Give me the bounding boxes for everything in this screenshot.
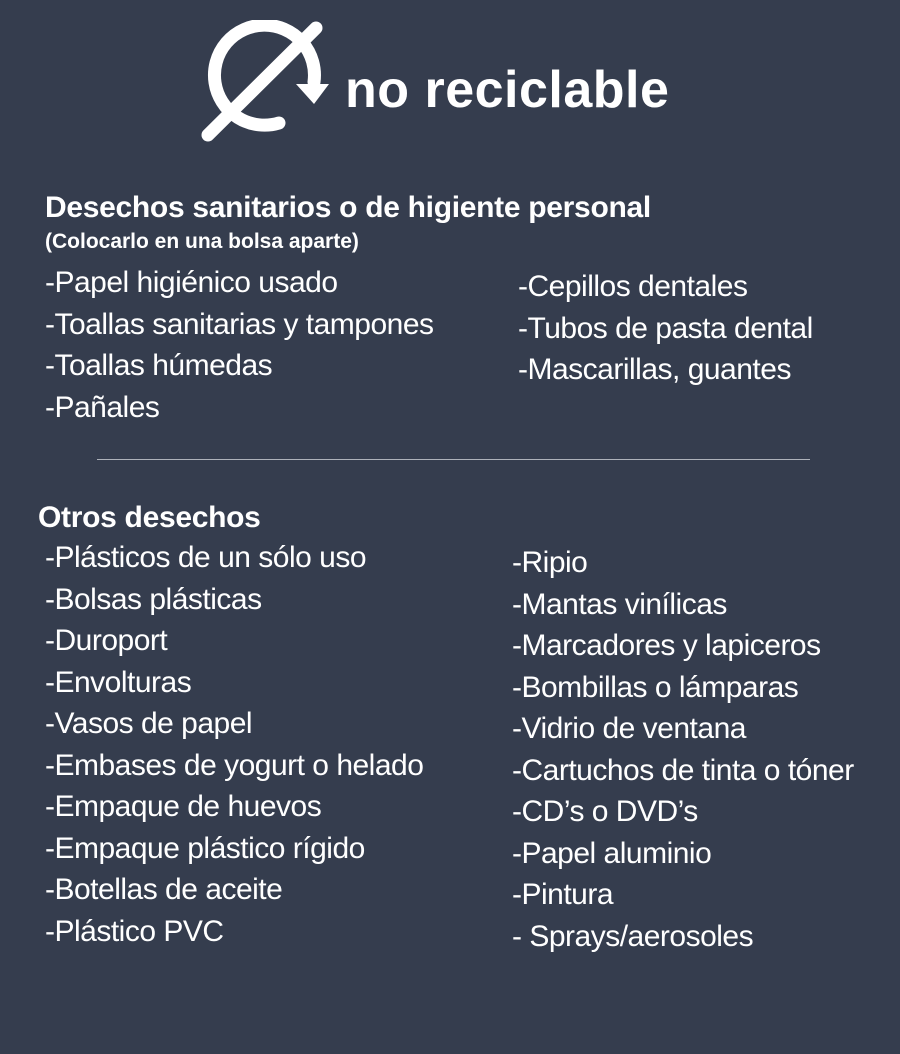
list-item: -Mantas vinílicas	[512, 587, 727, 621]
section-title-others: Otros desechos	[38, 501, 261, 534]
list-item: -Pintura	[512, 878, 614, 911]
list-item: -Empaque plástico rígido	[45, 831, 365, 865]
list-item: -Papel higiénico usado	[45, 266, 338, 299]
list-item: -CD’s o DVD’s	[512, 795, 698, 828]
list-item: -Tubos de pasta dental	[518, 311, 813, 345]
section-title-sanitary: Desechos sanitarios o de higiente personal	[45, 191, 651, 224]
list-item: -Bombillas o lámparas	[512, 670, 799, 704]
list-item: -Pañales	[45, 390, 160, 424]
section-divider	[97, 459, 810, 460]
list-item: -Plástico PVC	[45, 914, 224, 948]
list-item: -Vasos de papel	[45, 707, 253, 740]
list-item: -Marcadores y lapiceros	[512, 629, 821, 662]
sanitary-list-left	[45, 262, 434, 428]
list-item: -Plásticos de un sólo uso	[45, 541, 367, 574]
section-note-sanitary: (Colocarlo en una bolsa aparte)	[45, 230, 359, 253]
list-item: -Embases de yogurt o helado	[45, 748, 424, 782]
list-item: -Vidrio de ventana	[512, 712, 746, 745]
others-list-left	[45, 537, 423, 952]
list-item: -Papel aluminio	[512, 836, 712, 870]
not-recyclable-icon	[198, 20, 333, 142]
list-item: -Envolturas	[45, 665, 192, 699]
list-item: -Empaque de huevos	[45, 790, 322, 823]
page-title: no reciclable	[345, 61, 670, 119]
list-item: -Cartuchos de tinta o tóner	[512, 753, 854, 787]
header	[0, 0, 900, 160]
list-item: - Sprays/aerosoles	[512, 919, 754, 953]
list-item: -Botellas de aceite	[45, 873, 283, 906]
list-item: -Toallas sanitarias y tampones	[45, 307, 434, 341]
list-item: -Toallas húmedas	[45, 349, 273, 382]
others-list-right	[512, 542, 854, 957]
list-item: -Bolsas plásticas	[45, 582, 262, 616]
list-item: -Ripio	[512, 546, 588, 579]
list-item: -Cepillos dentales	[518, 270, 748, 303]
list-item: -Duroport	[45, 624, 168, 657]
sanitary-list-right	[518, 266, 813, 391]
list-item: -Mascarillas, guantes	[518, 353, 791, 386]
